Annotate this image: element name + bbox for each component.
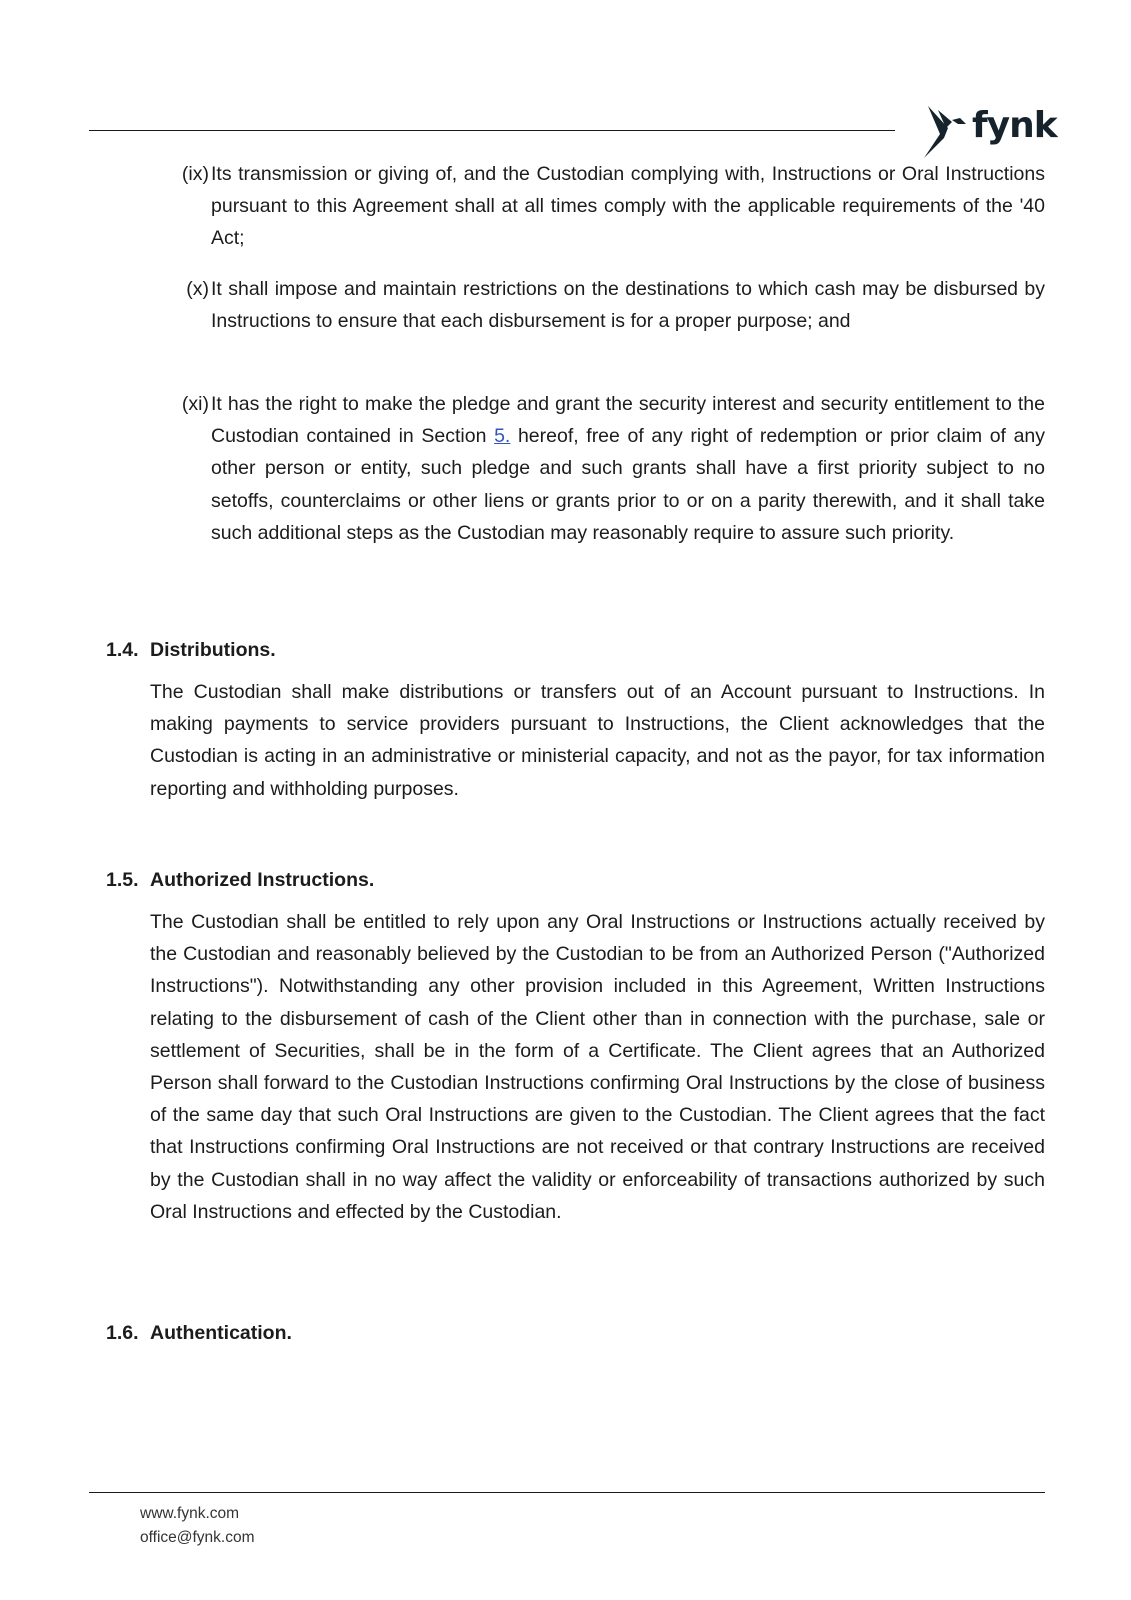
section-number: 1.4.: [106, 639, 139, 661]
section-5-link[interactable]: 5.: [494, 425, 511, 448]
section-heading-distributions: [106, 636, 276, 664]
section-heading-authorized-instructions: [106, 866, 374, 894]
list-item-text: [211, 388, 1045, 549]
list-item-x: [175, 273, 1045, 337]
list-marker: (xi): [181, 393, 209, 415]
section-body-distributions: The Custodian shall make distributions or transfers out of an Account pursuant to Instructions. In making payments to service providers pursuant to Instructions, the Client acknowledges that the Custodian is acting in an administrative or ministerial capacity, and not as the payor, for tax information reporting and withholding purposes.: [150, 681, 1045, 800]
section-number: 1.5.: [106, 869, 139, 891]
list-text-after-xref: hereof, free of any right of redemption or prior claim of any other person or entity, such pledge and such grants shall have a first priority subject to no setoffs, counterclaims or other liens or grants prior to or on a parity therewith, and it shall take such additional steps as the Custodian may reasonably require to assure such priority.: [211, 425, 1046, 544]
footer-email: office@fynk.com: [140, 1529, 255, 1546]
footer-divider: [89, 1492, 1045, 1493]
section-heading-authentication: [106, 1319, 292, 1347]
list-item-xi: [175, 388, 1045, 549]
list-text-before-xref: It has the right to make the pledge and grant the security interest and security entitlement to the Custodian contained in Section: [211, 393, 1045, 448]
list-marker: (x): [186, 278, 209, 300]
header-divider: [89, 130, 895, 131]
list-item-text: It shall impose and maintain restrictions on the destinations to which cash may be disbursed by Instructions to ensure that each disbursement is for a proper purpose; and: [211, 278, 1045, 333]
fynk-logo: [922, 104, 1057, 160]
list-marker: (ix): [181, 163, 209, 185]
section-body-authorized-instructions: The Custodian shall be entitled to rely upon any Oral Instructions or Instructions actually received by the Custodian and reasonably believed by the Custodian to be from an Authorized Person ("Authorized Instructions"). Notwithstanding any other provision included in this Agreement, Written Instructions relating to the disbursement of cash of the Client other than in connection with the purchase, sale or settlement of Securities, shall be in the form of a Certificate. The Client agrees that an Authorized Person shall forward to the Custodian Instructions confirming Oral Instructions by the close of business of the same day that such Oral Instructions are given to the Custodian. The Client agrees that the fact that Instructions confirming Oral Instructions are not received or that contrary Instructions are received by the Custodian shall in no way affect the validity or enforceability of transactions authorized by such Oral Instructions and effected by the Custodian.: [150, 911, 1045, 1223]
list-item-ix: [175, 158, 1045, 255]
section-title: Distributions.: [150, 639, 276, 661]
bird-logo-icon: [922, 104, 970, 160]
list-item-text: Its transmission or giving of, and the Custodian complying with, Instructions or Oral Instructions pursuant to this Agreement shall at all times comply with the applicable requirements of the '40 Act;: [211, 163, 1045, 250]
section-number: 1.6.: [106, 1322, 139, 1344]
footer-website: www.fynk.com: [140, 1505, 240, 1522]
brand-name: fynk: [972, 105, 1057, 146]
section-title: Authorized Instructions.: [150, 869, 375, 891]
section-title: Authentication.: [150, 1322, 292, 1344]
